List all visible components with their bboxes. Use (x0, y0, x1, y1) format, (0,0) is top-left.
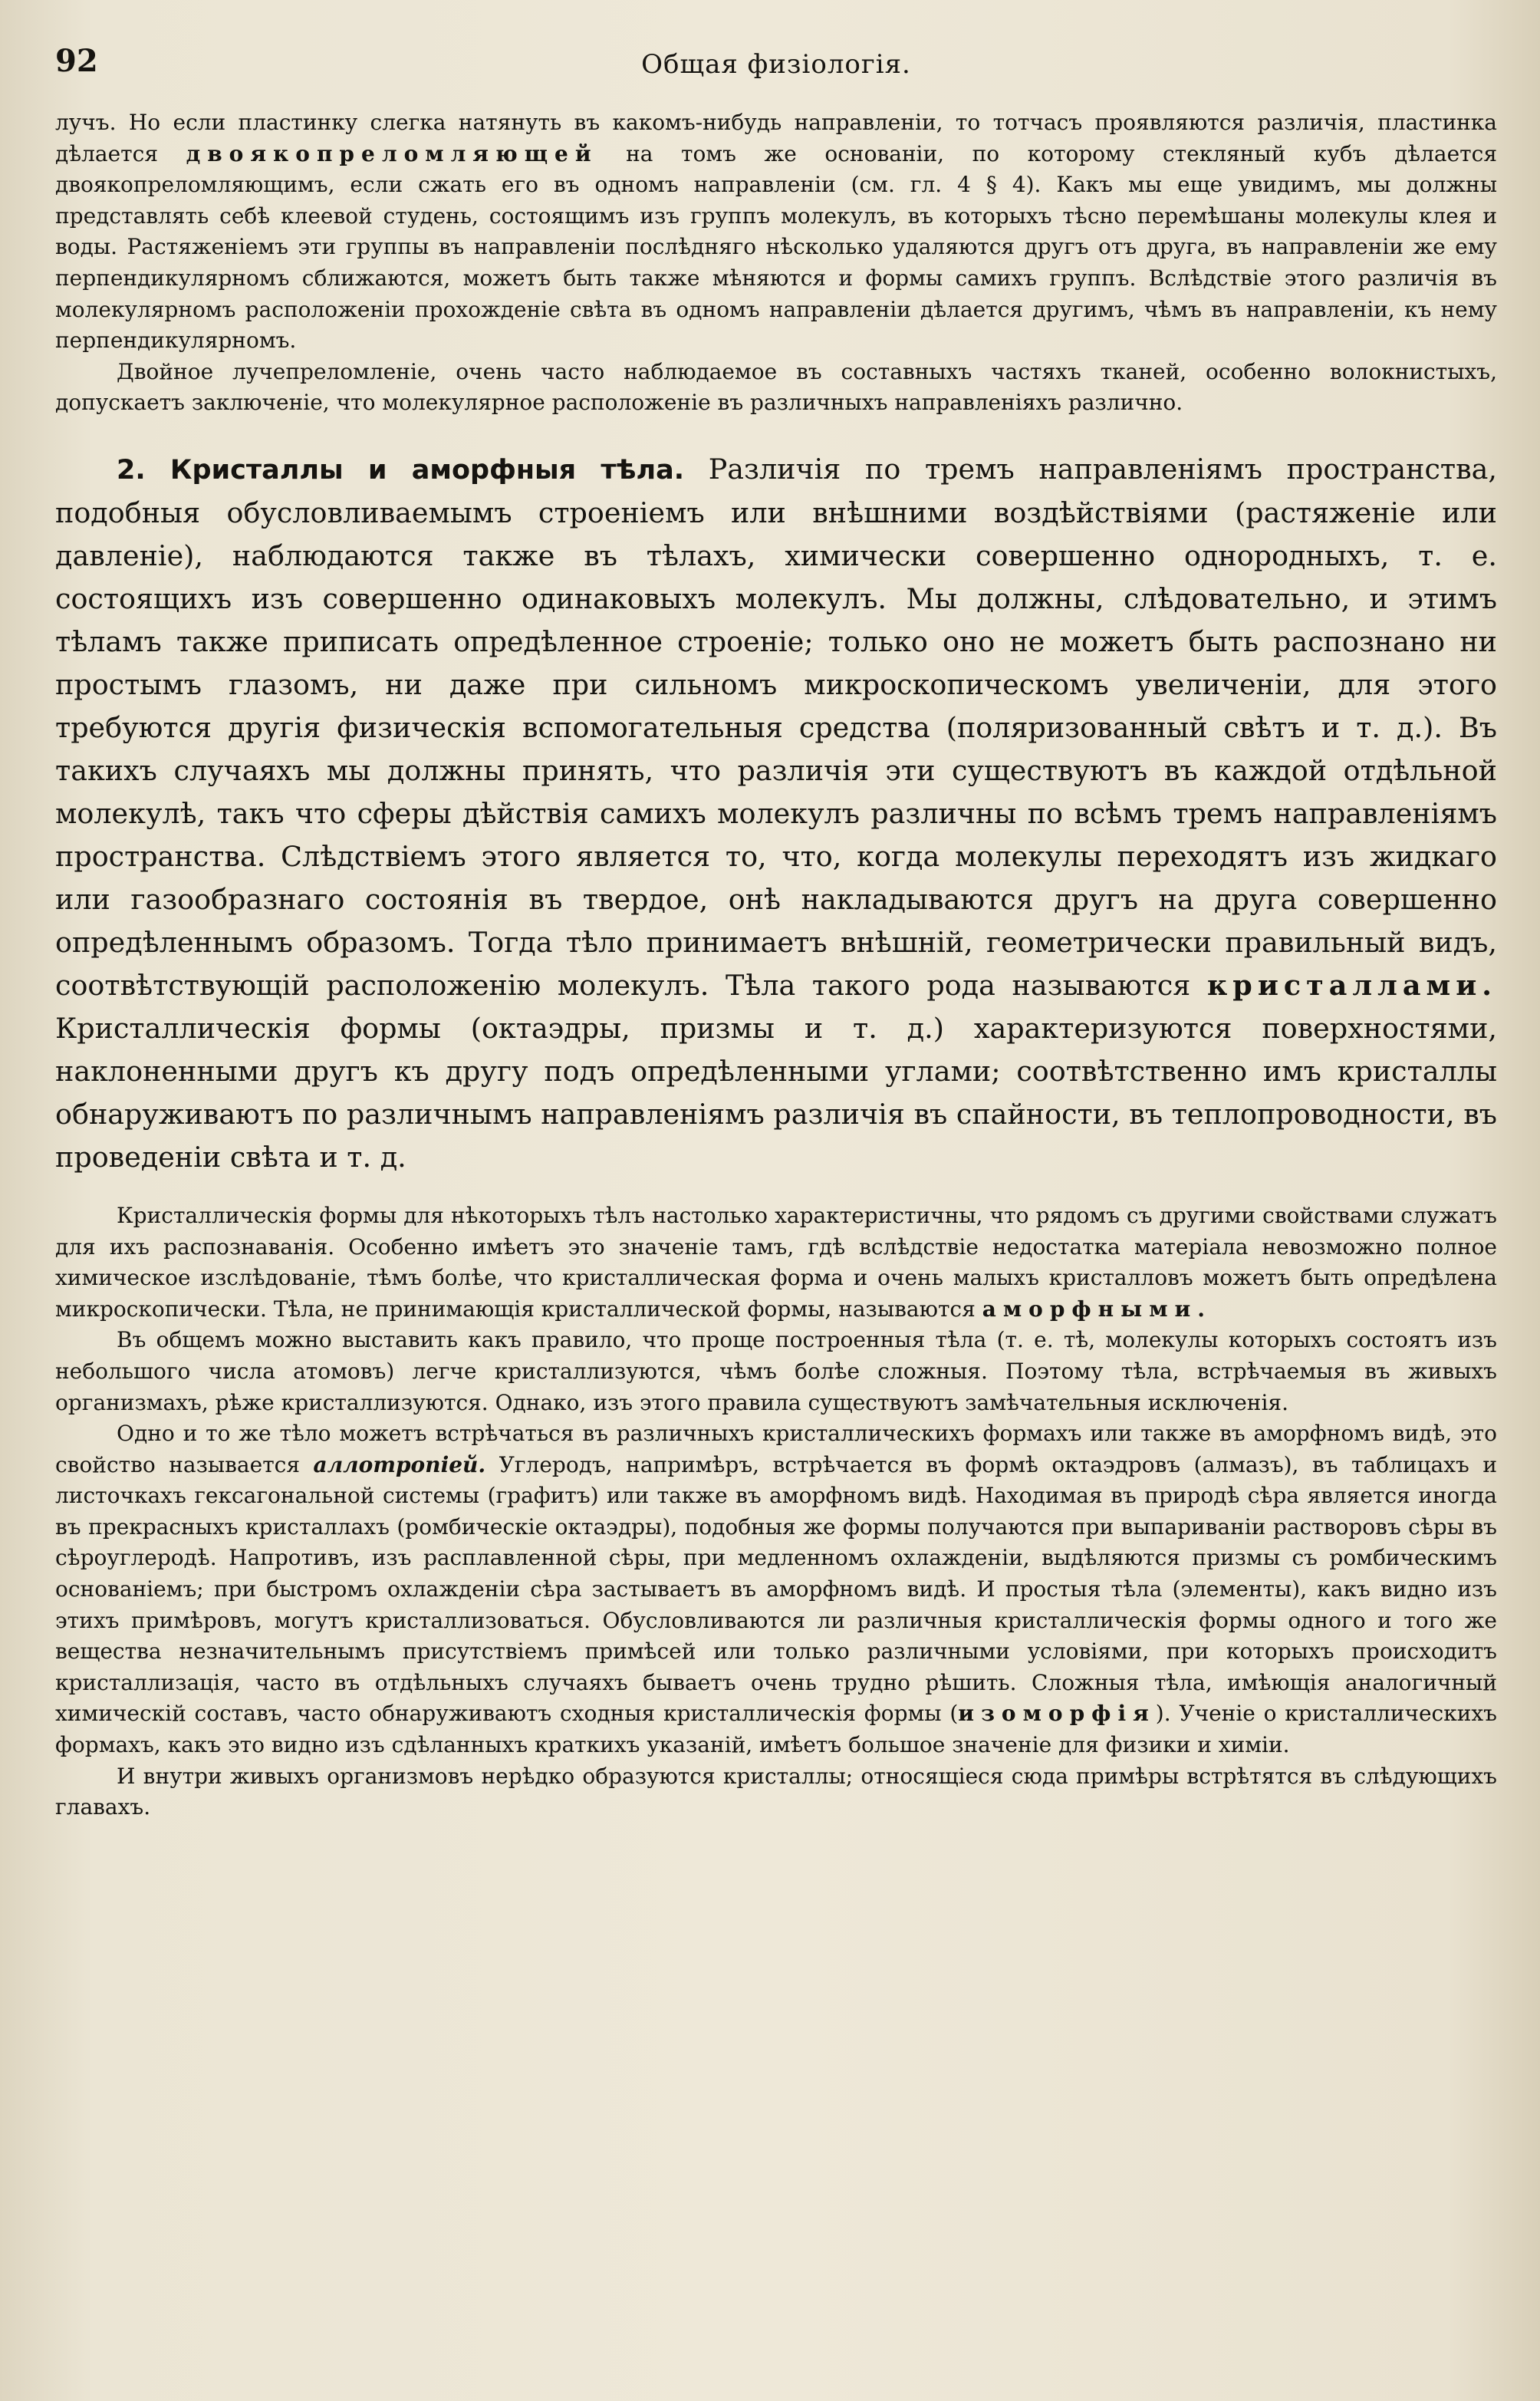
text-run: ). Ученіе о кристаллическихъ формахъ, какъ это видно изъ сдѣланныхъ краткихъ указаній, имѣетъ большое значеніе для физики и химіи. (55, 1701, 1497, 1758)
text-run: на томъ же основаніи, по которому стекляный кубъ дѣлается двоякопреломляющимъ, если сжать его въ одномъ направленіи (см. гл. 4 § 4). Какъ мы еще увидимъ, мы должны представлять себѣ клеевой студень, состоящимъ изъ группъ молекулъ, въ которыхъ тѣсно перемѣшаны молекулы клея и воды. Растяженіемъ эти группы въ направленіи послѣдняго нѣсколько удаляются другъ отъ друга, въ направленіи же ему перпендикулярномъ сближаются, можетъ быть также мѣняются и формы самихъ группъ. Вслѣдствіе этого различія въ молекулярномъ расположеніи прохожденіе свѣта въ одномъ направленіи дѣлается другимъ, чѣмъ въ направленіи, къ нему перпендикулярномъ. (55, 140, 1497, 354)
spaced-term: двоякопреломляющей (186, 140, 598, 166)
paragraph-crystals-and-amorphous (55, 448, 1497, 1179)
paragraph-crystallization-rule: Въ общемъ можно выставить какъ правило, что проще построенныя тѣла (т. е. тѣ, молекулы которыхъ состоятъ изъ небольшого числа атомовъ) легче кристаллизуются, чѣмъ болѣе сложныя. Поэтому тѣла, встрѣчаемыя въ живыхъ организмахъ, рѣже кристаллизуются. Однако, изъ этого правила существуютъ замѣчательныя исключенія. (55, 1327, 1497, 1415)
running-title: Общая физіологія. (641, 49, 911, 80)
page-number: 92 (55, 43, 98, 79)
spaced-term: изоморфія (958, 1701, 1156, 1727)
paragraph-allotropy (55, 1418, 1497, 1761)
text-run: Различія по тремъ направленіямъ пространства, подобныя обусловливаемымъ строеніемъ или внѣшними воздѣйствіями (растяженіе или давленіе), наблюдаются также въ тѣлахъ, химически совершенно однородныхъ, т. е. состоящихъ изъ совершенно одинаковыхъ молекулъ. Мы должны, слѣдовательно, и этимъ тѣламъ также приписать опредѣленное строеніе; только оно не можетъ быть распознано ни простымъ глазомъ, ни даже при сильномъ микроскопическомъ увеличеніи, для этого требуются другія физическія вспомогательныя средства (поляризованный свѣтъ и т. д.). Въ такихъ случаяхъ мы должны принять, что различія эти существуютъ въ каждой отдѣльной молекулѣ, такъ что сферы дѣйствія самихъ молекулъ различны по всѣмъ тремъ направленіямъ пространства. Слѣдствіемъ этого является то, что, когда молекулы переходятъ изъ жидкаго или газообразнаго состоянія въ твердое, онѣ накладываются другъ на друга совершенно опредѣленнымъ образомъ. Тогда тѣло принимаетъ внѣшній, геометрически правильный видъ, соотвѣтствующій расположенію молекулъ. Тѣла такого рода называются (55, 452, 1497, 1002)
text-run: Углеродъ, напримѣръ, встрѣчается въ формѣ октаэдровъ (алмазъ), въ таблицахъ и листочкахъ гексагональной системы (графитъ) или также въ аморфномъ видѣ. Находимая въ природѣ сѣра является иногда въ прекрасныхъ кристаллахъ (ромбическіе октаэдры), подобныя же формы получаются при выпариваніи растворовъ сѣры въ сѣроуглеродѣ. Напротивъ, изъ расплавленной сѣры, при медленномъ охлажденіи, выдѣляются призмы съ ромбическимъ основаніемъ; при быстромъ охлажденіи сѣра застываетъ въ аморфномъ видѣ. И простыя тѣла (элементы), какъ видно изъ этихъ примѣровъ, могутъ кристаллизоваться. Обусловливаются ли различныя кристаллическія формы одного и того же вещества незначительнымъ присутствіемъ примѣсей или только различными условіями, при которыхъ происходитъ кристаллизація, часто въ отдѣльныхъ случаяхъ бываетъ очень трудно рѣшить. Сложныя тѣла, имѣющія аналогичный химическій составъ, часто обнаруживаютъ сходныя кристаллическія формы ( (55, 1451, 1497, 1727)
paragraph-double-refraction-tissues: Двойное лучепреломленіе, очень часто наблюдаемое въ составныхъ частяхъ тканей, особенно волокнистыхъ, допускаетъ заключеніе, что молекулярное расположеніе въ различныхъ направленіяхъ различно. (55, 358, 1497, 416)
section-heading: 2. Кристаллы и аморфныя тѣла. (117, 454, 685, 486)
text-run: Кристаллическія формы (октаэдры, призмы и т. д.) характеризуются поверхностями, наклоненными другъ къ другу подъ опредѣленными углами; соотвѣтственно имъ кристаллы обнаруживаютъ по различнымъ направленіямъ различія въ спайности, въ теплопроводности, въ проведеніи свѣта и т. д. (55, 1011, 1497, 1174)
paragraph-crystal-identification (55, 1200, 1497, 1325)
spaced-term: кристаллами. (1206, 968, 1497, 1002)
paragraph-birefringence-gelatin (55, 107, 1497, 357)
paragraph-living-organisms-crystals: И внутри живыхъ организмовъ нерѣдко образуются кристаллы; относящіеся сюда примѣры встрѣтятся въ слѣдующихъ главахъ. (55, 1763, 1497, 1820)
italic-term: аллотропіей. (313, 1451, 486, 1477)
page-header (55, 43, 1497, 89)
text-run: Одно и то же тѣло можетъ встрѣчаться въ различныхъ кристаллическихъ формахъ или также въ аморфномъ видѣ, это свойство называется (55, 1421, 1497, 1477)
text-run: лучъ. Но если пластинку слегка натянуть въ какомъ-нибудь направленіи, то тотчасъ проявляются различія, пластинка дѣлается (55, 110, 1497, 166)
spaced-term: аморфными. (982, 1296, 1213, 1322)
text-run: Кристаллическія формы для нѣкоторыхъ тѣлъ настолько характеристичны, что рядомъ съ другими свойствами служатъ для ихъ распознаванія. Особенно имѣетъ это значеніе тамъ, гдѣ вслѣдствіе недостатка матеріала невозможно полное химическое изслѣдованіе, тѣмъ болѣе, что кристаллическая форма и очень малыхъ кристалловъ можетъ быть опредѣлена микроскопически. Тѣла, не принимающія кристаллической формы, называются (55, 1202, 1497, 1322)
page-body (55, 107, 1497, 1823)
